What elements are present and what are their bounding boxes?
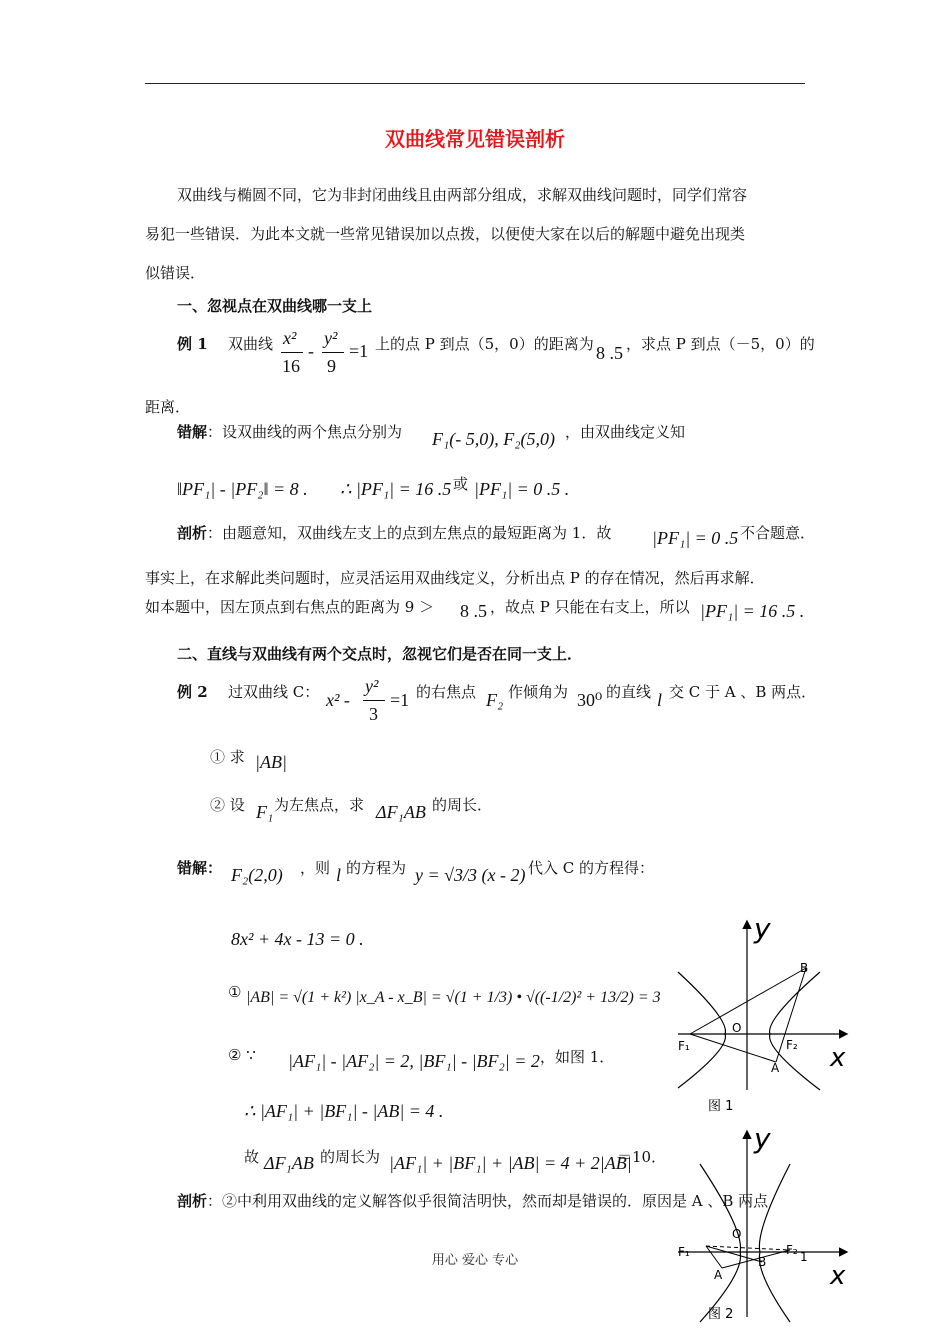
wrong-label: 错解 — [177, 859, 208, 877]
question-2-text-2: 的周长． — [432, 796, 493, 814]
origin-label: O — [732, 1227, 742, 1241]
f2-label: F₂ — [786, 1243, 798, 1257]
fraction-bar — [281, 352, 303, 353]
example2-line-l: l — [657, 690, 663, 710]
analysis-label: 剖析 — [177, 524, 208, 542]
analysis-text: ：由题意知，双曲线左支上的点到左焦点的最短距离为 1．故 — [207, 524, 612, 542]
figure-1-caption: 图 1 — [708, 1099, 734, 1114]
analysis-eq-2: |PF₁| = 16 .5 . — [700, 601, 805, 621]
question-2-prefix: ② 设 — [210, 796, 245, 814]
example1-value: 8 .5 — [596, 343, 623, 363]
example2-label — [177, 681, 208, 702]
example2-eq-x: x² - — [326, 690, 350, 710]
question-2-triangle: ΔF₁AB — [376, 802, 426, 822]
wrong-text: ：设双曲线的两个焦点分别为 — [207, 423, 403, 441]
example2-text-5: 交 C 于 A 、B 两点． — [669, 683, 817, 701]
question-2-f1: F₁ — [256, 802, 274, 822]
wrong-label: 错解 — [177, 423, 208, 441]
section2-heading: 二、直线与双曲线有两个交点时，忽视它们是否在同一支上． — [177, 645, 583, 663]
step-1-equation: |AB| = √(1 + k²) |x_A - x_B| = √(1 + 1/3) • √((-1/2)² + 13/2) = 3 — [246, 989, 661, 1006]
analysis-text: ：②中利用双曲线的定义解答似乎很简洁明快，然而却是错误的．原因是 A 、B 两点 — [207, 1192, 769, 1210]
intro-line-3: 似错误． — [145, 264, 206, 282]
step-2-text: ，如图 1． — [540, 1048, 615, 1066]
example1-label — [177, 333, 208, 354]
question-1-eq: |AB| — [255, 752, 287, 772]
step-2-equation: |AF₁| - |AF₂| = 2, |BF₁| - |BF₂| = 2 — [288, 1051, 540, 1071]
example2-eq-den: 3 — [369, 704, 378, 724]
analysis-text-3: 事实上，在求解此类问题时，应灵活运用双曲线定义，分析出点 P 的存在情况，然后再求解． — [145, 569, 765, 587]
example1-eq-rhs: =1 — [349, 341, 369, 361]
wrong-alt: |PF₁| = 0 .5 . — [474, 479, 570, 499]
step-4-prefix: 故 — [244, 1148, 260, 1166]
wrong-equation: ‖PF₁| - |PF₂‖ = 8 . — [177, 479, 308, 499]
x-axis-label: x — [830, 1261, 846, 1291]
analysis-text-4: 如本题中，因左顶点到右焦点的距离为 9 ＞ — [145, 598, 435, 616]
example2-eq-y: y² — [365, 676, 379, 696]
wrong-f2: F₂(2,0) — [231, 865, 283, 885]
y-axis-label: y — [754, 912, 771, 945]
page-title: 双曲线常见错误剖析 — [385, 127, 565, 151]
question-2-text-1: 为左焦点，求 — [274, 796, 365, 814]
wrong-colon: ： — [207, 859, 223, 877]
quadratic-equation: 8x² + 4x - 13 = 0 . — [231, 929, 364, 949]
question-1-prefix: ① 求 — [210, 748, 245, 766]
subscript-label: 1 — [800, 1250, 808, 1264]
fraction-bar — [322, 352, 344, 353]
analysis-label: 剖析 — [177, 1192, 208, 1210]
analysis-1 — [177, 522, 611, 543]
f1-label: F₁ — [678, 1245, 690, 1259]
example2-eq-rhs: =1 — [390, 690, 410, 710]
point-a-label: A — [771, 1061, 780, 1075]
point-b-label: B — [758, 1255, 767, 1269]
wrong-solution-1 — [177, 421, 402, 442]
example1-frac-num-x: x² — [283, 328, 297, 348]
example1-frac-den-16: 16 — [282, 356, 300, 376]
example2-text-4: 的直线 — [606, 683, 652, 701]
example1-text-2: 上的点 P 到点（5，0）的距离为 — [375, 335, 594, 353]
analysis-text-5: ，故点 P 只能在右支上，所以 — [490, 598, 690, 616]
figure-1 — [670, 910, 860, 1120]
example1-text-3: ，求点 P 到点（－5，0）的 — [626, 335, 815, 353]
example2-f2: F₂ — [486, 690, 504, 710]
x-axis-label: x — [830, 1043, 846, 1073]
step-3-equation: ∴ |AF₁| + |BF₁| - |AB| = 4 . — [244, 1101, 444, 1121]
wrong-line-l: l — [336, 865, 342, 885]
wrong-therefore: ∴ |PF₁| = 16 .5 — [340, 479, 452, 499]
wrong-text-3: 代入 C 的方程得： — [528, 859, 655, 877]
left-branch — [678, 972, 725, 1088]
analysis-value: 8 .5 — [460, 601, 487, 621]
header-rule — [145, 83, 805, 84]
analysis-text-2: 不合题意． — [740, 524, 816, 542]
foci-coordinates: F₁(- 5,0), F₂(5,0) — [432, 429, 555, 449]
point-a-label: A — [714, 1268, 723, 1282]
figure-2 — [670, 1122, 860, 1344]
origin-label: O — [732, 1021, 742, 1035]
example2-text-3: 作倾角为 — [508, 683, 569, 701]
page-footer: 用心 爱心 专心 — [431, 1253, 519, 1268]
point-b-label: B — [800, 961, 809, 975]
wrong-text-2: 的方程为 — [346, 859, 407, 877]
analysis-eq-1: |PF₁| = 0 .5 — [652, 528, 739, 548]
step-2-prefix: ② ∵ — [228, 1046, 256, 1064]
example1-text: 双曲线 — [228, 335, 274, 353]
example1-text-4: 距离． — [145, 398, 191, 416]
wrong-or: 或 — [453, 475, 469, 493]
example2-text-2: 的右焦点 — [416, 683, 477, 701]
figure-2-caption: 图 2 — [708, 1307, 734, 1322]
step-1-prefix: ① — [228, 983, 242, 1001]
example1-frac-den-9: 9 — [327, 356, 336, 376]
wrong-text-2: ，由双曲线定义知 — [565, 423, 686, 441]
intro-line-1: 双曲线与椭圆不同，它为非封闭曲线且由两部分组成，求解双曲线问题时，同学们常容 — [177, 186, 748, 204]
minus-sign: - — [308, 341, 314, 361]
intro-line-2: 易犯一些错误．为此本文就一些常见错误加以点拨，以便使大家在以后的解题中避免出现类 — [145, 225, 746, 243]
f1-label: F₁ — [678, 1039, 690, 1053]
example2-angle: 30⁰ — [577, 690, 603, 710]
step-4-text: 的周长为 — [320, 1148, 381, 1166]
wrong-text-1: ，则 — [300, 859, 331, 877]
step-4-triangle: ΔF₁AB — [264, 1153, 314, 1173]
example-label: 例 2 — [177, 683, 208, 701]
wrong-solution-2 — [177, 857, 222, 878]
y-axis-label: y — [754, 1122, 771, 1155]
section1-heading: 一、忽视点在双曲线哪一支上 — [177, 297, 373, 315]
line-f1-a — [690, 1034, 776, 1062]
step-4-equation: |AF₁| + |BF₁| + |AB| = 4 + 2|AB| — [389, 1153, 632, 1173]
left-branch — [700, 1164, 741, 1322]
f2-label: F₂ — [786, 1038, 798, 1052]
step-4-value: ＝10． — [617, 1148, 667, 1166]
example-label: 例 1 — [177, 335, 208, 353]
fraction-bar — [363, 700, 385, 701]
example1-frac-num-y: y² — [324, 328, 338, 348]
example2-text-1: 过双曲线 C： — [228, 683, 320, 701]
wrong-line-equation: y = √3/3 (x - 2) — [415, 865, 526, 885]
